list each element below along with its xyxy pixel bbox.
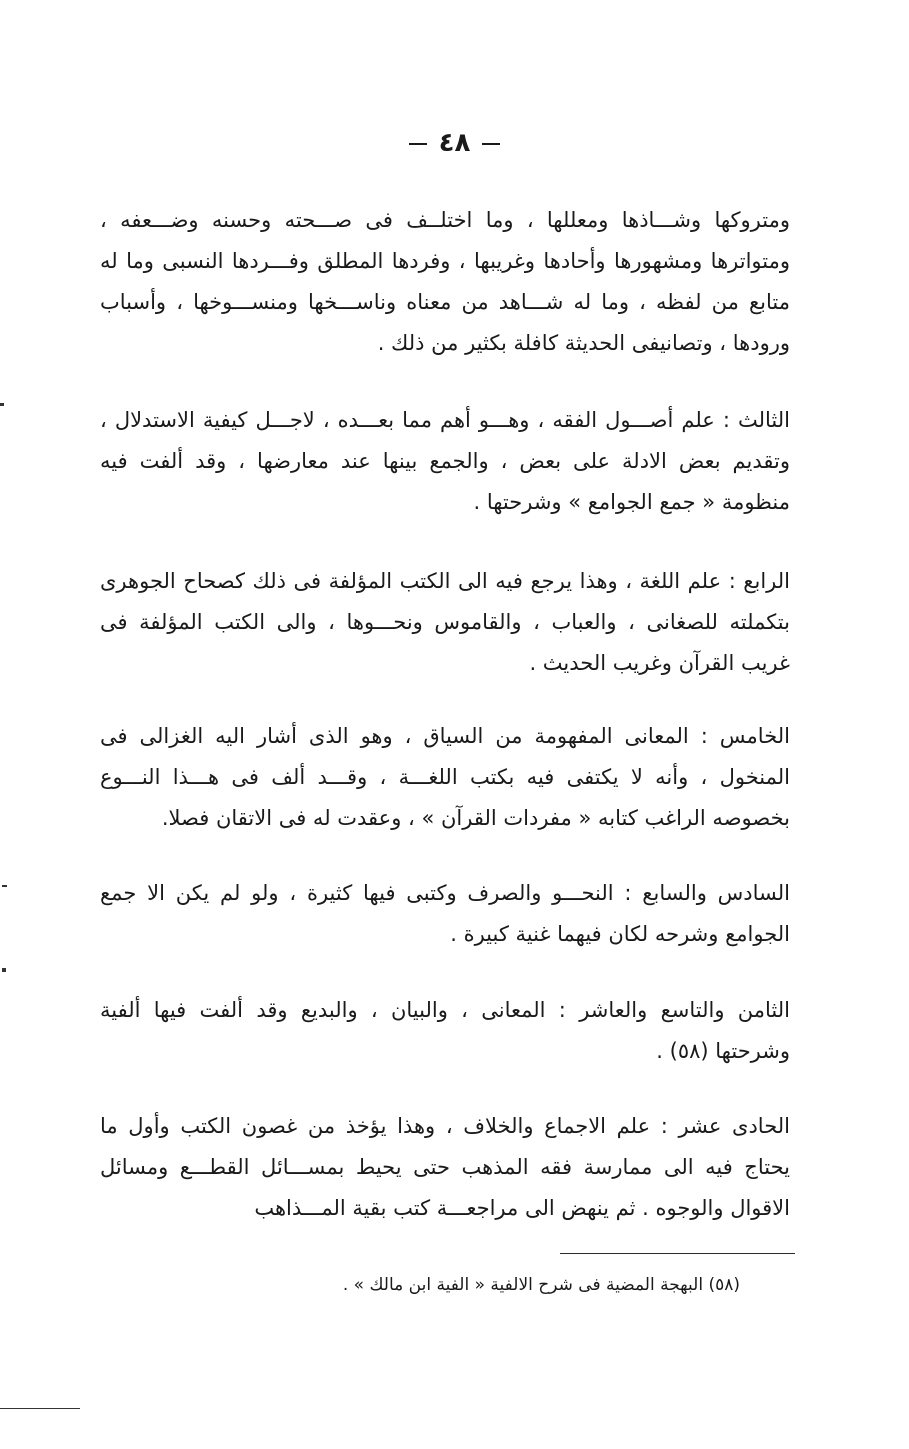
paragraph-hadith-categories: ومتروكها وشـــاذها ومعللها ، وما اختلــف فى صـــحته وحسنه وضـــعفه ، ومتواترها ومشهورها وأحادها وغريبها ، وفردها المطلق وفـــردها النسبى وما له متابع من لفظه ، وما له شـــاهد من معناه وناســـخها ومنســـوخها ، وأسباب ورودها ، وتصانيفى الحديثة كافلة بكثير من ذلك . (100, 208, 790, 355)
page-number-dash-right (482, 143, 500, 145)
scan-mark-bottom-left (0, 1408, 80, 1409)
paragraph-balagha: الثامن والتاسع والعاشر : المعانى ، والبيان ، والبديع وقد ألفت فيها ألفية وشرحتها (٥٨) . (100, 998, 790, 1063)
scan-mark-left-1 (0, 403, 4, 406)
paragraph-maani-siyaq: الخامس : المعانى المفهومة من السياق ، وهو الذى أشار اليه الغزالى فى المنخول ، وأنه لا يكتفى فيه بكتب اللغـــة ، وقـــد ألف فى هـــذا النـــوع بخصوصه الراغب كتابه « مفردات القرآن » ، وعقدت له فى الاتقان فصلا. (100, 724, 790, 830)
page-number-value: ٤٨ (438, 128, 471, 158)
footnote-separator (560, 1253, 795, 1254)
paragraph-nahw-sarf: السادس والسابع : النحـــو والصرف وكتبى فيها كثيرة ، ولو لم يكن الا جمع الجوامع وشرحه لكان فيهما غنية كبيرة . (100, 881, 790, 946)
scan-mark-left-2 (2, 885, 7, 887)
paragraph-usul-al-fiqh: الثالث : علم أصـــول الفقه ، وهـــو أهم مما بعـــده ، لاجـــل كيفية الاستدلال ، وتقديم بعض الادلة على بعض ، والجمع بينها عند معارضها ، وقد ألفت فيه منظومة « جمع الجوامع » وشرحتها . (100, 408, 790, 514)
footnote: (٥٨) البهجة المضية فى شرح الالفية « الفية ابن مالك » . (342, 1275, 740, 1295)
scan-mark-left-3 (2, 968, 6, 972)
page-number-dash-left (409, 143, 427, 145)
paragraph-ijma-khilaf: الحادى عشر : علم الاجماع والخلاف ، وهذا يؤخذ من غصون الكتب وأول ما يحتاج فيه الى ممارسة فقه المذهب حتى يحيط بمســـائل القطـــع ومسائل الاقوال والوجوه . ثم ينهض الى مراجعـــة كتب بقية المـــذاهب (100, 1114, 790, 1220)
page-number (0, 128, 909, 158)
paragraph-lugha: الرابع : علم اللغة ، وهذا يرجع فيه الى الكتب المؤلفة فى ذلك كصحاح الجوهرى بتكملته للصغانى ، والعباب ، والقاموس ونحـــوها ، والى الكتب المؤلفة فى غريب القرآن وغريب الحديث . (100, 569, 790, 675)
